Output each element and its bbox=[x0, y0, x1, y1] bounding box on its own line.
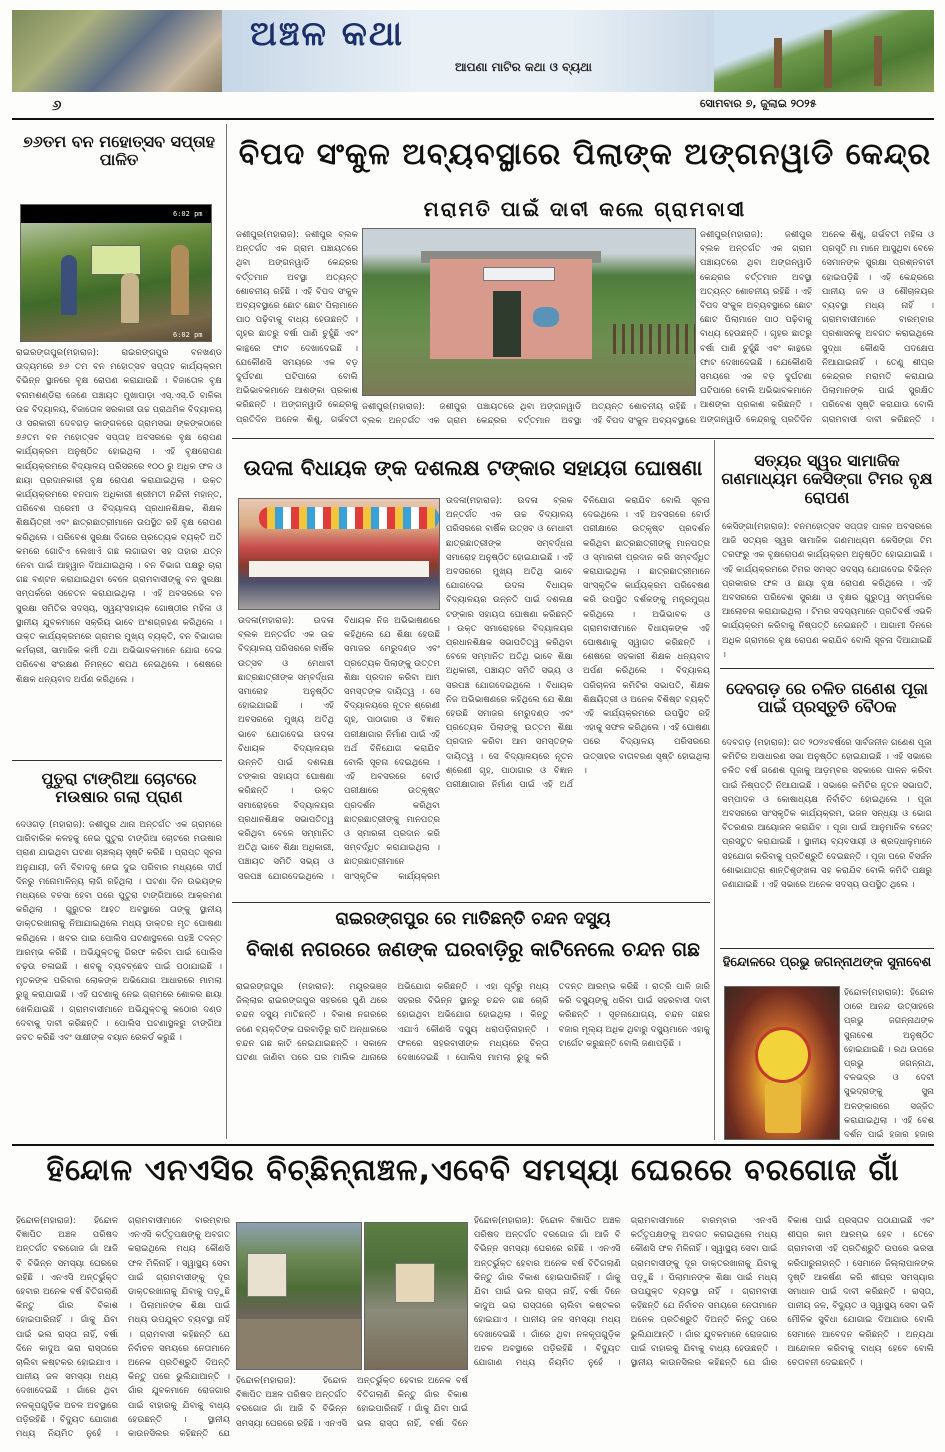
headline-sandalwood-2: ବିକାଶ ନଗରରେ ଜଣଙ୍କ ଘରବାଡ଼ିରୁ କାଟିନେଲେ ଚନ୍ଦନ ଗଛ bbox=[246, 937, 700, 961]
article-body-hindol-under-photo: ହିନ୍ଦୋଳ(ମହାରାଜ): ହିନ୍ଦୋଳ ବିଜ୍ଞାପିତ ଅଞ୍ଚଳ ପରିଷଦ ଅନ୍ତର୍ଗତ ବରଗୋଜ ଗାଁ ଆଜି ବି ବିଭିନ୍ନ ସମସ୍ୟା ଘେରରେ ରହିଛି । ଏନଏସି ଅନ୍ତର୍ଭୁକ୍ତ ହେବାର ଅନେକ ବର୍ଷ ବିତିଗଲାଣି କିନ୍ତୁ ଗାଁର ବିକାଶ ହୋଇପାରିନାହିଁ । ଗାଁକୁ ଯିବା ପାଇଁ ଭଲ ରାସ୍ତା ନାହିଁ, ବର୍ଷା ଦିନେ bbox=[236, 1376, 468, 1429]
person-figure bbox=[61, 255, 77, 315]
article-body-hindol-col1: ହିନ୍ଦୋଳ(ମହାରାଜ): ହିନ୍ଦୋଳ ବିଜ୍ଞାପିତ ଅଞ୍ଚଳ ପରିଷଦ ଅନ୍ତର୍ଗତ ବରଗୋଜ ଗାଁ ଆଜି ବି ବିଭିନ୍ନ ସମସ୍ୟା ଘେରରେ ରହିଛି । ଏନଏସି ଅନ୍ତର୍ଭୁକ୍ତ ହେବାର ଅନେକ ବର୍ଷ ବିତିଗଲାଣି କିନ୍ତୁ ଗାଁର ବିକାଶ ହୋଇପାରିନାହିଁ । ଗାଁକୁ ଯିବା ପାଇଁ ଭଲ ରାସ୍ତା ନାହିଁ, ବର୍ଷା ଦିନେ କାଦୁଅ ଭରା ରାସ୍ତାରେ ଚାଲିବା କଷ୍ଟକର ହୋଇଯାଏ । ପାନୀୟ ଜଳ ସମସ୍ୟା ମଧ୍ୟ ଦେଖାଦେଇଛି । ଗାଁରେ ଥିବା ନଳକୂପଗୁଡ଼ିକ ଅଚଳ ଅବସ୍ଥାରେ ପଡ଼ିରହିଛି । ବିଦ୍ୟୁତ ଯୋଗାଣ ମଧ୍ୟ ନିୟମିତ ନୁହେଁ । ଗ୍ରାମବାସୀମାନେ ବାରମ୍ବାର ଏନଏସି କର୍ତ୍ତୃପକ୍ଷଙ୍କୁ ଅବଗତ କରାଇଥିଲେ ମଧ୍ୟ କୌଣସି ଫଳ ମିଳିନାହିଁ । ସ୍ୱାସ୍ଥ୍ୟ ସେବା ପାଇଁ ଗ୍ରାମବାସୀଙ୍କୁ ଦୂର ଡାକ୍ତରଖାନାକୁ ଯିବାକୁ ପଡ଼ୁଛି । ପିଲାମାନଙ୍କ ଶିକ୍ଷା ପାଇଁ ମଧ୍ୟ ଉପଯୁକ୍ତ ବ୍ୟବସ୍ଥା ନାହିଁ । ଗ୍ରାମବାସୀ କହିଛନ୍ତି ଯେ ନିର୍ବାଚନ ସମୟରେ ନେତାମାନେ ଅନେକ ପ୍ରତିଶ୍ରୁତି ଦିଅନ୍ତି କିନ୍ତୁ ପରେ ଭୁଲିଯାଆନ୍ତି । ଗାଁର ଯୁବକମାନେ ରୋଜଗାର ପାଇଁ ବାହାରକୁ ଯିବାକୁ ବାଧ୍ୟ ହେଉଛନ୍ତି । ସ୍ଥାନୀୟ କାଉନସିଲର କହିଛନ୍ତି ଯେ bbox=[16, 1216, 230, 1440]
article-body-jagannath: ହିନ୍ଦୋଳ(ମହାରାଜ): ହିନ୍ଦୋଳ ଠାରେ ଆନନ୍ଦ ଉତ୍ସାହରେ ପ୍ରଭୁ ଜଗନ୍ନାଥଙ୍କ ସୁନାବେଶ ଅନୁଷ୍ଠିତ ହୋଇଯାଇଛି । ରଥ ଉପରେ ପ୍ରଭୁ ଜଗନ୍ନାଥ, ବଳଭଦ୍ର ଓ ଦେବୀ ସୁଭଦ୍ରାଙ୍କୁ ସୁନା ଅଳଙ୍କାରରେ ସଜ୍ଜିତ କରାଯାଇଥିଲା । ଏହି ବେଶ ଦର୍ଶନ ପାଇଁ ହଜାର ହଜାର bbox=[844, 988, 934, 1140]
section-rule bbox=[720, 948, 934, 949]
fence-post bbox=[824, 30, 832, 88]
article-body-ganesh: ଦେବଗଡ଼ (ମହାରାଜ): ଗତ ୨୦୨୪ବର୍ଷରେ ସାର୍ବଜନୀନ ଗଣେଶ ପୂଜା କମିଟିର ଅସାଧାରଣ ସଭା ଅନୁଷ୍ଠିତ ହୋଇଯାଇଛି । ଏହି ସଭାରେ ଚଳିତ ବର୍ଷ ଗଣେଶ ପୂଜାକୁ ଆଡ଼ମ୍ବର ସହକାରେ ପାଳନ କରିବା ପାଇଁ ନିଷ୍ପତ୍ତି ନିଆଯାଇଛି । ସଭାରେ କମିଟିର ନୂତନ ସଭାପତି, ସମ୍ପାଦକ ଓ କୋଷାଧ୍ୟକ୍ଷ ନିର୍ବାଚିତ ହୋଇଥିଲେ । ପୂଜା ଅବସରରେ ସାଂସ୍କୃତିକ କାର୍ଯ୍ୟକ୍ରମ, ଭଜନ ସନ୍ଧ୍ୟା ଓ ଭୋଗ ବିତରଣର ଆୟୋଜନ କରାଯିବ । ପୂଜା ପାଇଁ ଆନୁମାନିକ ବଜେଟ୍ ପ୍ରସ୍ତୁତ କରାଯାଇଛି । ସ୍ଥାନୀୟ ବ୍ୟବସାୟୀ ଓ ଶ୍ରଦ୍ଧାଳୁମାନେ ସହଯୋଗ କରିବାକୁ ପ୍ରତିଶ୍ରୁତି ଦେଇଛନ୍ତି । ପୂଜା ପରେ ବିସର୍ଜନ ଶୋଭାଯାତ୍ରା ଶାନ୍ତିଶୃଙ୍ଖଳା ସହ କରାଯିବ ବୋଲି କମିଟି ପକ୍ଷରୁ ଜଣାଯାଇଛି । ଏହି ସଭାରେ ଅନେକ ସଦସ୍ୟ ଉପସ୍ଥିତ ଥିଲେ । bbox=[722, 738, 932, 891]
person-figure bbox=[171, 245, 189, 315]
section-rule bbox=[720, 668, 934, 669]
banner bbox=[91, 245, 141, 275]
headline-jagannath: ହିନ୍ଦୋଳରେ ପ୍ରଭୁ ଜଗନ୍ନାଥଙ୍କ ସୁନାବେଶ bbox=[722, 955, 932, 970]
article-body-anganwadi-right: ଜଶୀପୁର(ମହାରାଜ): ଜଶୀପୁର ବ୍ଲକ ଅନ୍ତର୍ଗତ ଏକ ଗ୍ରାମ ପଞ୍ଚାୟତରେ ଥିବା ଅଙ୍ଗନୱାଡି କେନ୍ଦ୍ରର ବର୍ତ୍ତମାନ ଅବସ୍ଥା ଅତ୍ୟନ୍ତ ଶୋଚନୀୟ ରହିଛି । ଏହି ବିପଦ ସଂକୁଳ ଅବ୍ୟବସ୍ଥାରେ ଛୋଟ ଛୋଟ ପିଲାମାନେ ପାଠ ପଢ଼ିବାକୁ ବାଧ୍ୟ ହେଉଛନ୍ତି । ଗୃହର ଛାତରୁ ବର୍ଷା ପାଣି ଚୁହୁଁଛି ଏବଂ କାନ୍ଥରେ ଫାଟ ଦେଖାଦେଇଛି । ଯେକୌଣସି ସମୟରେ ଏକ ବଡ଼ ଦୁର୍ଘଟଣା ଘଟିପାରେ ବୋଲି ଅଭିଭାବକମାନେ ଆଶଙ୍କା ପ୍ରକାଶ କରିଛନ୍ତି । ଅଙ୍ଗନୱାଡି କେନ୍ଦ୍ରକୁ ପ୍ରତିଦିନ ଅନେକ ଶିଶୁ, ଗର୍ଭବତୀ ମହିଳା ଓ ପ୍ରସୂତି ମା ମାନେ ଆସୁଥିବା ବେଳେ ସେମାନଙ୍କ ସୁରକ୍ଷା ପ୍ରଶ୍ନବାଚୀ ହୋଇପଡ଼ିଛି । ଏହି କେନ୍ଦ୍ରରେ ପାନୀୟ ଜଳ ଓ ଶୌଚାଳୟର ବ୍ୟବସ୍ଥା ମଧ୍ୟ ନାହିଁ । ଗ୍ରାମବାସୀମାନେ ବାରମ୍ବାର ପ୍ରଶାସନକୁ ଅବଗତ କରାଇଥିଲେ ସୁଦ୍ଧା କୌଣସି ପଦକ୍ଷେପ ନିଆଯାଇନାହିଁ । ତେଣୁ ଶୀଘ୍ର କେନ୍ଦ୍ରର ମରାମତି କରାଯାଇ ପିଲାମାନଙ୍କ ପାଇଁ ସୁରକ୍ଷିତ ପରିବେଶ ସୃଷ୍ଟି କରାଯାଉ ବୋଲି ଗ୍ରାମବାସୀ ଦାବୀ କରିଛନ୍ତି । bbox=[700, 230, 934, 425]
headline-ganesh: ଦେବଗଡ଼ ରେ ଚଳିତ ଗଣେଶ ପୂଜା ପାଇଁ ପ୍ରସ୍ତୁତି ବୈଠକ bbox=[726, 679, 928, 717]
article-body-tree-plant: କେସିଙ୍ଗା(ମହାରାଜ): ବନମହୋତ୍ସବ ସପ୍ତାହ ପାଳନ ଅବସରରେ ଆଜି ସତ୍ୟର ସ୍ୱର ସାମାଜିକ ଗଣମାଧ୍ୟମ କେସିଙ୍ଗା ଟିମ ତରଫରୁ ଏକ ବୃକ୍ଷରୋପଣ କାର୍ଯ୍ୟକ୍ରମ ଅନୁଷ୍ଠିତ ହୋଇଯାଇଛି । ଏହି କାର୍ଯ୍ୟକ୍ରମରେ ଟିମର ସମସ୍ତ ସଦସ୍ୟ ଯୋଗଦେଇ ବିଭିନ୍ନ ପ୍ରକାରର ଫଳ ଓ ଛାୟା ବୃକ୍ଷ ରୋପଣ କରିଥିଲେ । ଏହି ଅବସରରେ ପରିବେଶ ସୁରକ୍ଷା ଓ ବୃକ୍ଷର ଗୁରୁତ୍ୱ ସମ୍ପର୍କରେ ଆଲୋଚନା କରାଯାଇଥିଲା । ଟିମର ସଦସ୍ୟମାନେ ପ୍ରତିବର୍ଷ ଏଭଳି କାର୍ଯ୍ୟକ୍ରମ କରିବାକୁ ନିଷ୍ପତ୍ତି ନେଇଛନ୍ତି । ଆଗାମୀ ଦିନରେ ଅଧିକ ଗ୍ରାମରେ ବୃକ୍ଷ ରୋପଣ କରାଯିବ ବୋଲି ସୂଚନା ଦିଆଯାଇଛି । bbox=[722, 522, 932, 660]
headline-sandalwood-1: ରାଇରଙ୍ଗପୁର ରେ ମାତିଛନ୍ତି ଚନ୍ଦନ ଦସ୍ୟୁ bbox=[335, 909, 611, 929]
headline-hindol: ହିନ୍ଦୋଳ ଏନଏସିର ବିଚ୍ଛିନ୍ନାଞ୍ଚଳ,ଏବେବି ସମସ୍ୟା ଘେରରେ ବରଗୋଜ ଗାଁ bbox=[46, 1153, 900, 1188]
article-body-mla-left: ଉଦଳା(ମହାରାଜ): ଉଦଳା ବ୍ଲକ ଅନ୍ତର୍ଗତ ଏକ ଉଚ୍ଚ ବିଦ୍ୟାଳୟ ପରିସରରେ ବାର୍ଷିକ ଉତ୍ସବ ଓ ମେଧାବୀ ଛାତ୍ରଛାତ୍ରୀଙ୍କ ସମ୍ବର୍ଦ୍ଧନା ସମାରୋହ ଅନୁଷ୍ଠିତ ହୋଇଯାଇଛି । ଏହି ଅବସରରେ ମୁଖ୍ୟ ଅତିଥି ଭାବେ ଯୋଗଦେଇ ଉଦଳା ବିଧାୟକ ବିଦ୍ୟାଳୟର ଉନ୍ନତି ପାଇଁ ଦଶଲକ୍ଷ ଟଙ୍କାର ସହାୟତା ଘୋଷଣା କରିଛନ୍ତି । ଉକ୍ତ ସମାରୋହରେ ବିଦ୍ୟାଳୟର ପ୍ରଧାନଶିକ୍ଷକ ସଭାପତିତ୍ୱ କରିଥିବା ବେଳେ ସମ୍ମାନିତ ଅତିଥି ଭାବେ ଶିକ୍ଷା ଅଧିକାରୀ, ପଞ୍ଚାୟତ ସମିତି ସଭ୍ୟ ଓ ସରପଞ୍ଚ ଯୋଗଦେଇଥିଲେ । ବିଧାୟକ ନିଜ ଅଭିଭାଷଣରେ କହିଥିଲେ ଯେ ଶିକ୍ଷା ହେଉଛି ସମାଜର ମେରୁଦଣ୍ଡ ଏବଂ ପ୍ରତ୍ୟେକ ପିଲାଙ୍କୁ ଉତ୍ତମ ଶିକ୍ଷା ପ୍ରଦାନ କରିବା ଆମ ସମସ୍ତଙ୍କ ଦାୟିତ୍ୱ । ସେ ବିଦ୍ୟାଳୟରେ ନୂତନ ଶ୍ରେଣୀ ଗୃହ, ପାଠାଗାର ଓ ବିଜ୍ଞାନ ପରୀକ୍ଷାଗାର ନିର୍ମାଣ ପାଇଁ ଏହି ଅର୍ଥ ବିନିଯୋଗ କରାଯିବ ବୋଲି ସୂଚନା ଦେଇଥିଲେ । ଏହି ଅବସରରେ ବୋର୍ଡ ପରୀକ୍ଷାରେ ଉତ୍କୃଷ୍ଟ ପ୍ରଦର୍ଶନ କରିଥିବା ଛାତ୍ରଛାତ୍ରୀଙ୍କୁ ମାନପତ୍ର ଓ ସ୍ମାରକୀ ପ୍ରଦାନ କରି ସମ୍ବର୍ଦ୍ଧିତ କରାଯାଇଥିଲା । ଛାତ୍ରଛାତ୍ରୀମାନେ ସାଂସ୍କୃତିକ କାର୍ଯ୍ୟକ୍ରମ bbox=[238, 616, 440, 882]
article-body-sandalwood: ରାଇରଙ୍ଗପୁର (ମହାରାଜ): ମୟୂରଭଞ୍ଜ ଜିଲ୍ଲାର ରାଇରଙ୍ଗପୁର ସହରରେ ପୁଣି ଥରେ ଚନ୍ଦନ ଦସ୍ୟୁ ମାତିଛନ୍ତି । ବିକାଶ ନଗରରେ ଜଣେ ବ୍ୟକ୍ତିଙ୍କ ଘରବାଡ଼ିରୁ ରାତି ଅନ୍ଧାରରେ ଚନ୍ଦନ ଗଛ କାଟି ନେଇଯାଇଛନ୍ତି । ସକାଳେ ଘଟଣା ଜାଣିବା ପରେ ଘର ମାଲିକ ଥାନାରେ ଅଭିଯୋଗ କରିଛନ୍ତି । ଏହା ପୂର୍ବରୁ ମଧ୍ୟ ସହରର ବିଭିନ୍ନ ସ୍ଥାନରୁ ଚନ୍ଦନ ଗଛ ଚୋରି ହୋଇଥିବା ଅଭିଯୋଗ ହୋଇଥିଲା । କିନ୍ତୁ ଏଯାଏଁ କୌଣସି ଦସ୍ୟୁ ଧରାପଡ଼ିନାହାନ୍ତି । ଫଳରେ ସହରବାସୀଙ୍କ ମଧ୍ୟରେ ଚିନ୍ତା ଦେଖାଦେଇଛି । ପୋଲିସ ମାମଲା ରୁଜୁ କରି ତଦନ୍ତ ଆରମ୍ଭ କରିଛି । ରାତ୍ରି ପାଳି ଜାରି କରି ଦସ୍ୟୁଙ୍କୁ ଧରିବା ପାଇଁ ସହରବାସୀ ଦାବୀ କରିଛନ୍ତି । ସୂଚନାଯୋଗ୍ୟ, ଚନ୍ଦନ ଗଛର ବଜାର ମୂଲ୍ୟ ଅଧିକ ଥିବାରୁ ଦସ୍ୟୁମାନେ ଏହାକୁ ଟାର୍ଗେଟ କରୁଛନ୍ତି ବୋଲି ଜଣାପଡ଼ିଛି । bbox=[236, 982, 710, 1064]
section-rule bbox=[12, 1144, 934, 1146]
page-number: ୬ bbox=[52, 96, 62, 114]
fence-post bbox=[774, 38, 782, 88]
village-temple bbox=[395, 1263, 435, 1303]
muddy-road bbox=[237, 1319, 362, 1370]
deity-face bbox=[755, 1027, 811, 1083]
photo-village-road bbox=[236, 1222, 362, 1370]
section-rule bbox=[12, 760, 222, 761]
wall-painting-elephant bbox=[533, 307, 559, 327]
column-divider bbox=[714, 440, 715, 1140]
masthead-photo-children bbox=[12, 10, 222, 92]
photo-tree-planting bbox=[20, 204, 212, 342]
headline-anganwadi: ବିପଦ ସଂକୁଳ ଅବ୍ୟବସ୍ଥାରେ ପିଲାଙ୍କ ଅଙ୍ଗନୱାଡି କେନ୍ଦ୍ର bbox=[238, 137, 932, 172]
deity-ornaments bbox=[765, 1083, 801, 1133]
photo-time-bottom: 6:02 pm bbox=[173, 331, 203, 339]
photo-jagannath-suna-besha bbox=[724, 986, 840, 1140]
masthead bbox=[12, 10, 934, 92]
article-body-hindol-right: ହିନ୍ଦୋଳ(ମହାରାଜ): ହିନ୍ଦୋଳ ବିଜ୍ଞାପିତ ଅଞ୍ଚଳ ପରିଷଦ ଅନ୍ତର୍ଗତ ବରଗୋଜ ଗାଁ ଆଜି ବି ବିଭିନ୍ନ ସମସ୍ୟା ଘେରରେ ରହିଛି । ଏନଏସି ଅନ୍ତର୍ଭୁକ୍ତ ହେବାର ଅନେକ ବର୍ଷ ବିତିଗଲାଣି କିନ୍ତୁ ଗାଁର ବିକାଶ ହୋଇପାରିନାହିଁ । ଗାଁକୁ ଯିବା ପାଇଁ ଭଲ ରାସ୍ତା ନାହିଁ, ବର୍ଷା ଦିନେ କାଦୁଅ ଭରା ରାସ୍ତାରେ ଚାଲିବା କଷ୍ଟକର ହୋଇଯାଏ । ପାନୀୟ ଜଳ ସମସ୍ୟା ମଧ୍ୟ ଦେଖାଦେଇଛି । ଗାଁରେ ଥିବା ନଳକୂପଗୁଡ଼ିକ ଅଚଳ ଅବସ୍ଥାରେ ପଡ଼ିରହିଛି । ବିଦ୍ୟୁତ ଯୋଗାଣ ମଧ୍ୟ ନିୟମିତ ନୁହେଁ । ଗ୍ରାମବାସୀମାନେ ବାରମ୍ବାର ଏନଏସି କର୍ତ୍ତୃପକ୍ଷଙ୍କୁ ଅବଗତ କରାଇଥିଲେ ମଧ୍ୟ କୌଣସି ଫଳ ମିଳିନାହିଁ । ସ୍ୱାସ୍ଥ୍ୟ ସେବା ପାଇଁ ଗ୍ରାମବାସୀଙ୍କୁ ଦୂର ଡାକ୍ତରଖାନାକୁ ଯିବାକୁ ପଡ଼ୁଛି । ପିଲାମାନଙ୍କ ଶିକ୍ଷା ପାଇଁ ମଧ୍ୟ ଉପଯୁକ୍ତ ବ୍ୟବସ୍ଥା ନାହିଁ । ଗ୍ରାମବାସୀ କହିଛନ୍ତି ଯେ ନିର୍ବାଚନ ସମୟରେ ନେତାମାନେ ଅନେକ ପ୍ରତିଶ୍ରୁତି ଦିଅନ୍ତି କିନ୍ତୁ ପରେ ଭୁଲିଯାଆନ୍ତି । ଗାଁର ଯୁବକମାନେ ରୋଜଗାର ପାଇଁ ବାହାରକୁ ଯିବାକୁ ବାଧ୍ୟ ହେଉଛନ୍ତି । ସ୍ଥାନୀୟ କାଉନସିଲର କହିଛନ୍ତି ଯେ ଗାଁର ବିକାଶ ପାଇଁ ପ୍ରସ୍ତାବ ପଠାଯାଇଛି ଏବଂ ଶୀଘ୍ର କାମ ଆରମ୍ଭ ହେବ । ତେବେ ଗ୍ରାମବାସୀ ଏହି ପ୍ରତିଶ୍ରୁତି ଉପରେ ଭରସା କରିପାରୁନାହାନ୍ତି । ସେମାନେ ଜିଲ୍ଲାପାଳଙ୍କ ଦୃଷ୍ଟି ଆକର୍ଷଣ କରି ଶୀଘ୍ର ସମସ୍ୟାର ସମାଧାନ ପାଇଁ ଦାବୀ କରିଛନ୍ତି । ରାସ୍ତା, ପାନୀୟ ଜଳ, ବିଦ୍ୟୁତ ଓ ସ୍ୱାସ୍ଥ୍ୟ ସେବା ଭଳି ମୌଳିକ ସୁବିଧା ଯୋଗାଇ ଦିଆଯାଉ ବୋଲି ସେମାନେ ଆବେଦନ କରିଛନ୍ତି । ଅନ୍ୟଥା ଆନ୍ଦୋଳନ କରିବାକୁ ବାଧ୍ୟ ହେବେ ବୋଲି ଚେତାବନୀ ଦେଇଛନ୍ତି । bbox=[474, 1216, 934, 1369]
photo-anganwadi-center bbox=[362, 228, 696, 396]
headline-accident: ପୁତୁରା ଟାଙ୍ଗିଆ ଚୋଟରେ ମଉଷାର ଗଲା ପ୍ରାଣ bbox=[41, 769, 197, 807]
article-body-accident: ଦେଓଗଡ଼ (ମହାରାଜ): ଜଶୀପୁର ଥାନା ଅନ୍ତର୍ଗତ ଏକ ଗ୍ରାମରେ ପାରିବାରିକ କଳହକୁ ନେଇ ପୁତୁରା ଟାଙ୍ଗିଆ ଚୋଟରେ ମଉଷାର ପ୍ରାଣ ଯାଇଥିବା ଘଟଣା ଚାଞ୍ଚଲ୍ୟ ସୃଷ୍ଟି କରିଛି । ପ୍ରାପ୍ତ ସୂଚନା ଅନୁଯାୟୀ, ଜମି ବିବାଦକୁ ନେଇ ଦୁଇ ପରିବାର ମଧ୍ୟରେ ଦୀର୍ଘ ଦିନରୁ ମନୋମାଳିନ୍ୟ ଲାଗି ରହିଥିଲା । ଘଟଣା ଦିନ ଉଭୟଙ୍କ ମଧ୍ୟରେ ବଚସା ହେବା ପରେ ପୁତୁରା ଟାଙ୍ଗିଆରେ ଆକ୍ରମଣ କରିଥିଲା । ଗୁରୁତର ଆହତ ଅବସ୍ଥାରେ ତାଙ୍କୁ ସ୍ଥାନୀୟ ଡାକ୍ତରଖାନାକୁ ନିଆଯାଇଥିଲେ ମଧ୍ୟ ଡାକ୍ତର ମୃତ ଘୋଷଣା କରିଥିଲେ । ଖବର ପାଇ ପୋଲିସ ଘଟଣାସ୍ଥଳରେ ପହଞ୍ଚି ତଦନ୍ତ ଆରମ୍ଭ କରିଛି । ଅଭିଯୁକ୍ତକୁ ଗିରଫ କରିବା ପାଇଁ ପୋଲିସ ଚଢ଼ଉ ଚଳାଇଛି । ଶବକୁ ବ୍ୟବଚ୍ଛେଦ ପାଇଁ ପଠାଯାଇଛି । ମୃତକଙ୍କ ପରିବାର ଲୋକଙ୍କ ଅଭିଯୋଗ ଆଧାରରେ ମାମଲା ରୁଜୁ କରାଯାଇଛି । ଏହି ଘଟଣାକୁ ନେଇ ଗ୍ରାମରେ ଶୋକର ଛାୟା ଖେଳିଯାଇଛି । ଗ୍ରାମବାସୀମାନେ ଅଭିଯୁକ୍ତକୁ କଠୋର ଦଣ୍ଡ ଦେବାକୁ ଦାବୀ କରିଛନ୍ତି । ପୋଲିସ ଘଟଣାସ୍ଥଳରୁ ଟାଙ୍ଗିଆ ଜବତ କରିଛି ଏବଂ ସାକ୍ଷୀଙ୍କ ବୟାନ ରେକର୍ଡ କରୁଛି । bbox=[16, 820, 222, 1044]
article-body-anganwadi-bottom: ଜଶୀପୁର(ମହାରାଜ): ଜଶୀପୁର ବ୍ଲକ ଅନ୍ତର୍ଗତ ଏକ ଗ୍ରାମ ପଞ୍ଚାୟତରେ ଥିବା ଅଙ୍ଗନୱାଡି କେନ୍ଦ୍ରର ବର୍ତ୍ତମାନ ଅବସ୍ଥା ଅତ୍ୟନ୍ତ ଶୋଚନୀୟ ରହିଛି । ଏହି ବିପଦ ସଂକୁଳ ଅବ୍ୟବସ୍ଥାରେ bbox=[362, 402, 696, 427]
article-body-anganwadi-col1: ଜଶୀପୁର(ମହାରାଜ): ଜଶୀପୁର ବ୍ଲକ ଅନ୍ତର୍ଗତ ଏକ ଗ୍ରାମ ପଞ୍ଚାୟତରେ ଥିବା ଅଙ୍ଗନୱାଡି କେନ୍ଦ୍ରର ବର୍ତ୍ତମାନ ଅବସ୍ଥା ଅତ୍ୟନ୍ତ ଶୋଚନୀୟ ରହିଛି । ଏହି ବିପଦ ସଂକୁଳ ଅବ୍ୟବସ୍ଥାରେ ଛୋଟ ଛୋଟ ପିଲାମାନେ ପାଠ ପଢ଼ିବାକୁ ବାଧ୍ୟ ହେଉଛନ୍ତି । ଗୃହର ଛାତରୁ ବର୍ଷା ପାଣି ଚୁହୁଁଛି ଏବଂ କାନ୍ଥରେ ଫାଟ ଦେଖାଦେଇଛି । ଯେକୌଣସି ସମୟରେ ଏକ ବଡ଼ ଦୁର୍ଘଟଣା ଘଟିପାରେ ବୋଲି ଅଭିଭାବକମାନେ ଆଶଙ୍କା ପ୍ରକାଶ କରିଛନ୍ତି । ଅଙ୍ଗନୱାଡି କେନ୍ଦ୍ରକୁ ପ୍ରତିଦିନ ଅନେକ ଶିଶୁ, ଗର୍ଭବତୀ bbox=[236, 230, 358, 425]
dais-table bbox=[249, 561, 429, 577]
article-body-forest-week: ରାଇରଙ୍ଗପୁର(ମହାରାଜ): ରାଇରଙ୍ଗପୁର ବନଖଣ୍ଡ ଉଦ୍ୟମରେ ୭୬ ତମ ବନ ମହୋତ୍ସବ ସପ୍ତାହ କାର୍ଯ୍ୟକ୍ରମ ବିଭିନ୍ନ ସ୍ଥାନରେ ବୃକ୍ଷ ରୋପଣ କରାଯାଉଛି । ବିଜାତୋଳ ବୃକ୍ଷ ବନାମଶଣ୍ଡିରା ଜେଣେ ପଞ୍ଚାୟତ ମୁଖାପାଡ଼ା ଏସ୍.ଏସ୍.ଡି ବାଳିକା ଉଚ୍ଚ ବିଦ୍ୟାଳୟ, ବିଜାତୋଳ ସରକାରୀ ଉଚ୍ଚ ପ୍ରାଥମିକ ବିଦ୍ୟାଳୟ ଓ ସରକାରୀ ଦେବଗଡ଼ କାଙ୍ଗଳରେ ଗ୍ରାମସଭା ଙ୍କଙ୍କଠାରେ ୭୬ତମ ବନ ମହୋତ୍ସବ ସପ୍ତାହ ଅବସରରେ ବୃକ୍ଷ ରୋପଣ କାର୍ଯ୍ୟକ୍ରମ ଅନୁଷ୍ଠିତ ହୋଇଥିଲା । ଏହି ବୃକ୍ଷରୋପଣ କାର୍ଯ୍ୟକ୍ରମରେ ବିଦ୍ୟାଳୟ ପରିସରରେ ୧୦୦ ରୁ ଅଧିକ ଫଳ ଓ ଛାୟା ପ୍ରଦାନକାରୀ ବୃକ୍ଷ ରୋପଣ କରାଯାଇଥିଲା । ଉକ୍ତ କାର୍ଯ୍ୟକ୍ରମରେ ବନପାଳ ଅଧିକାରୀ ଶ୍ରୀମତୀ ନନ୍ଦିନୀ ମହାନ୍ତ, ପରିବେଶ ପ୍ରେମୀ ଓ ବିଦ୍ୟାଳୟ ପ୍ରଧାନଶିକ୍ଷକ, ଶିକ୍ଷକ ଶିକ୍ଷୟିତ୍ରୀ ଏବଂ ଛାତ୍ରଛାତ୍ରୀମାନେ ଉପସ୍ଥିତ ରହି ବୃକ୍ଷ ରୋପଣ କରିଥିଲେ । ପରିବେଶ ସୁରକ୍ଷା ଦିଗରେ ପ୍ରତ୍ୟେକ ବ୍ୟକ୍ତି ଅତି କମରେ ଗୋଟିଏ ଲେଖାଏଁ ଗଛ ଲଗାଇବା ସହ ତାହାର ଯତ୍ନ ନେବା ପାଇଁ ଆହ୍ୱାନ ଦିଆଯାଇଥିଲା । ବନ ବିଭାଗ ପକ୍ଷରୁ ଚାରା ଗଛ ବଣ୍ଟନ କରାଯାଇଥିବା ବେଳେ ଗ୍ରାମବାସୀଙ୍କୁ ବନ ସୁରକ୍ଷା ସମ୍ପର୍କରେ ସଚେତନ କରାଯାଇଥିଲା । ଏହି ଅବସରରେ ବନ ସୁରକ୍ଷା ସମିତିର ସଦସ୍ୟ, ସ୍ୱୟଂସହାୟକ ଗୋଷ୍ଠୀର ମହିଳା ଓ ସ୍ଥାନୀୟ ଯୁବକମାନେ ସକ୍ରିୟ ଭାବେ ଅଂଶଗ୍ରହଣ କରିଥିଲେ । ଉକ୍ତ କାର୍ଯ୍ୟକ୍ରମରେ ଗ୍ରାମର ମୁଖ୍ୟ ବ୍ୟକ୍ତି, ବନ ବିଭାଗର କର୍ମଚାରୀ, ସାମାଜିକ କର୍ମୀ ତଥା ଅଭିଭାବକମାନେ ଯୋଗ ଦେଇ ପରିବେଶ ସଂରକ୍ଷଣ ନିମନ୍ତେ ଶପଥ ନେଇଥିଲେ । ଶେଷରେ ଶିକ୍ଷକ ଧନ୍ୟବାଦ ଅର୍ପଣ କରିଥିଲେ । bbox=[16, 348, 222, 685]
headline-mla: ଉଦଳା ବିଧାୟକ ଙ୍କ ଦଶଲକ୍ଷ ଟଙ୍କାର ସହାୟତା ଘୋଷଣା bbox=[243, 456, 703, 480]
wooden-fence bbox=[613, 324, 696, 354]
balloon-decoration bbox=[259, 507, 439, 529]
header-rule bbox=[12, 118, 934, 120]
newspaper-title: ଅଞ୍ଚଳ କଥା bbox=[250, 14, 405, 54]
masthead-photo-landscape bbox=[714, 10, 934, 92]
fence-post bbox=[874, 36, 882, 86]
person-figure bbox=[121, 273, 139, 323]
photo-mla-meeting bbox=[238, 498, 440, 610]
signboard bbox=[483, 267, 555, 281]
photo-village-temple bbox=[364, 1222, 468, 1370]
column-divider bbox=[226, 124, 227, 1139]
article-body-mla-right: ଉଦଳା(ମହାରାଜ): ଉଦଳା ବ୍ଲକ ଅନ୍ତର୍ଗତ ଏକ ଉଚ୍ଚ ବିଦ୍ୟାଳୟ ପରିସରରେ ବାର୍ଷିକ ଉତ୍ସବ ଓ ମେଧାବୀ ଛାତ୍ରଛାତ୍ରୀଙ୍କ ସମ୍ବର୍ଦ୍ଧନା ସମାରୋହ ଅନୁଷ୍ଠିତ ହୋଇଯାଇଛି । ଏହି ଅବସରରେ ମୁଖ୍ୟ ଅତିଥି ଭାବେ ଯୋଗଦେଇ ଉଦଳା ବିଧାୟକ ବିଦ୍ୟାଳୟର ଉନ୍ନତି ପାଇଁ ଦଶଲକ୍ଷ ଟଙ୍କାର ସହାୟତା ଘୋଷଣା କରିଛନ୍ତି । ଉକ୍ତ ସମାରୋହରେ ବିଦ୍ୟାଳୟର ପ୍ରଧାନଶିକ୍ଷକ ସଭାପତିତ୍ୱ କରିଥିବା ବେଳେ ସମ୍ମାନିତ ଅତିଥି ଭାବେ ଶିକ୍ଷା ଅଧିକାରୀ, ପଞ୍ଚାୟତ ସମିତି ସଭ୍ୟ ଓ ସରପଞ୍ଚ ଯୋଗଦେଇଥିଲେ । ବିଧାୟକ ନିଜ ଅଭିଭାଷଣରେ କହିଥିଲେ ଯେ ଶିକ୍ଷା ହେଉଛି ସମାଜର ମେରୁଦଣ୍ଡ ଏବଂ ପ୍ରତ୍ୟେକ ପିଲାଙ୍କୁ ଉତ୍ତମ ଶିକ୍ଷା ପ୍ରଦାନ କରିବା ଆମ ସମସ୍ତଙ୍କ ଦାୟିତ୍ୱ । ସେ ବିଦ୍ୟାଳୟରେ ନୂତନ ଶ୍ରେଣୀ ଗୃହ, ପାଠାଗାର ଓ ବିଜ୍ଞାନ ପରୀକ୍ଷାଗାର ନିର୍ମାଣ ପାଇଁ ଏହି ଅର୍ଥ ବିନିଯୋଗ କରାଯିବ ବୋଲି ସୂଚନା ଦେଇଥିଲେ । ଏହି ଅବସରରେ ବୋର୍ଡ ପରୀକ୍ଷାରେ ଉତ୍କୃଷ୍ଟ ପ୍ରଦର୍ଶନ କରିଥିବା ଛାତ୍ରଛାତ୍ରୀଙ୍କୁ ମାନପତ୍ର ଓ ସ୍ମାରକୀ ପ୍ରଦାନ କରି ସମ୍ବର୍ଦ୍ଧିତ କରାଯାଇଥିଲା । ଛାତ୍ରଛାତ୍ରୀମାନେ ସାଂସ୍କୃତିକ କାର୍ଯ୍ୟକ୍ରମ ପରିବେଷଣ କରି ଉପସ୍ଥିତ ଦର୍ଶକଙ୍କୁ ମନ୍ତ୍ରମୁଗ୍ଧ କରିଥିଲେ । ଅଭିଭାବକ ଓ ଗ୍ରାମବାସୀମାନେ ବିଧାୟକଙ୍କ ଏହି ଘୋଷଣାକୁ ସ୍ୱାଗତ କରିଛନ୍ତି । ଶେଷରେ ସହକାରୀ ଶିକ୍ଷକ ଧନ୍ୟବାଦ ଅର୍ପଣ କରିଥିଲେ । ବିଦ୍ୟାଳୟ ପରିଚାଳନା କମିଟିର ସଭାପତି, ଶିକ୍ଷକ ଶିକ୍ଷୟିତ୍ରୀ ଓ ଅନେକ ବିଶିଷ୍ଟ ବ୍ୟକ୍ତି ଏହି କାର୍ଯ୍ୟକ୍ରମରେ ଉପସ୍ଥିତ ରହି ଏହାକୁ ସଫଳ କରିଥିଲେ । ଏହି ଘୋଷଣା ପରେ ବିଦ୍ୟାଳୟ ପରିସରରେ ଉତ୍ସାହର ବାତାବରଣ ସୃଷ୍ଟି ହୋଇଥିଲା । bbox=[446, 496, 710, 791]
building-door bbox=[493, 291, 521, 357]
headline-forest-week: ୭୬ତମ ବନ ମହୋତ୍ସବ ସପ୍ତାହ ପାଳିତ bbox=[22, 132, 216, 170]
village-house bbox=[247, 1253, 287, 1297]
section-rule bbox=[232, 902, 710, 903]
headline-tree-plant: ସତ୍ୟର ସ୍ୱର ସାମାଜିକ ଗଣମାଧ୍ୟମ କେସିଙ୍ଗା ଟିମର ବୃକ୍ଷ ରୋପଣ bbox=[721, 451, 933, 507]
newspaper-tagline: ଆପଣା ମାଟିର କଥା ଓ ବ୍ୟଥା bbox=[455, 60, 592, 74]
subheadline-anganwadi: ମରାମତି ପାଇଁ ଦାବୀ କଲେ ଗ୍ରାମବାସୀ bbox=[423, 197, 747, 221]
photo-time-top: 6:02 pm bbox=[173, 210, 203, 218]
issue-date: ସୋମବାର ୭, ଜୁଲାଇ ୨୦୨୫ bbox=[700, 97, 817, 110]
section-rule bbox=[232, 438, 934, 439]
